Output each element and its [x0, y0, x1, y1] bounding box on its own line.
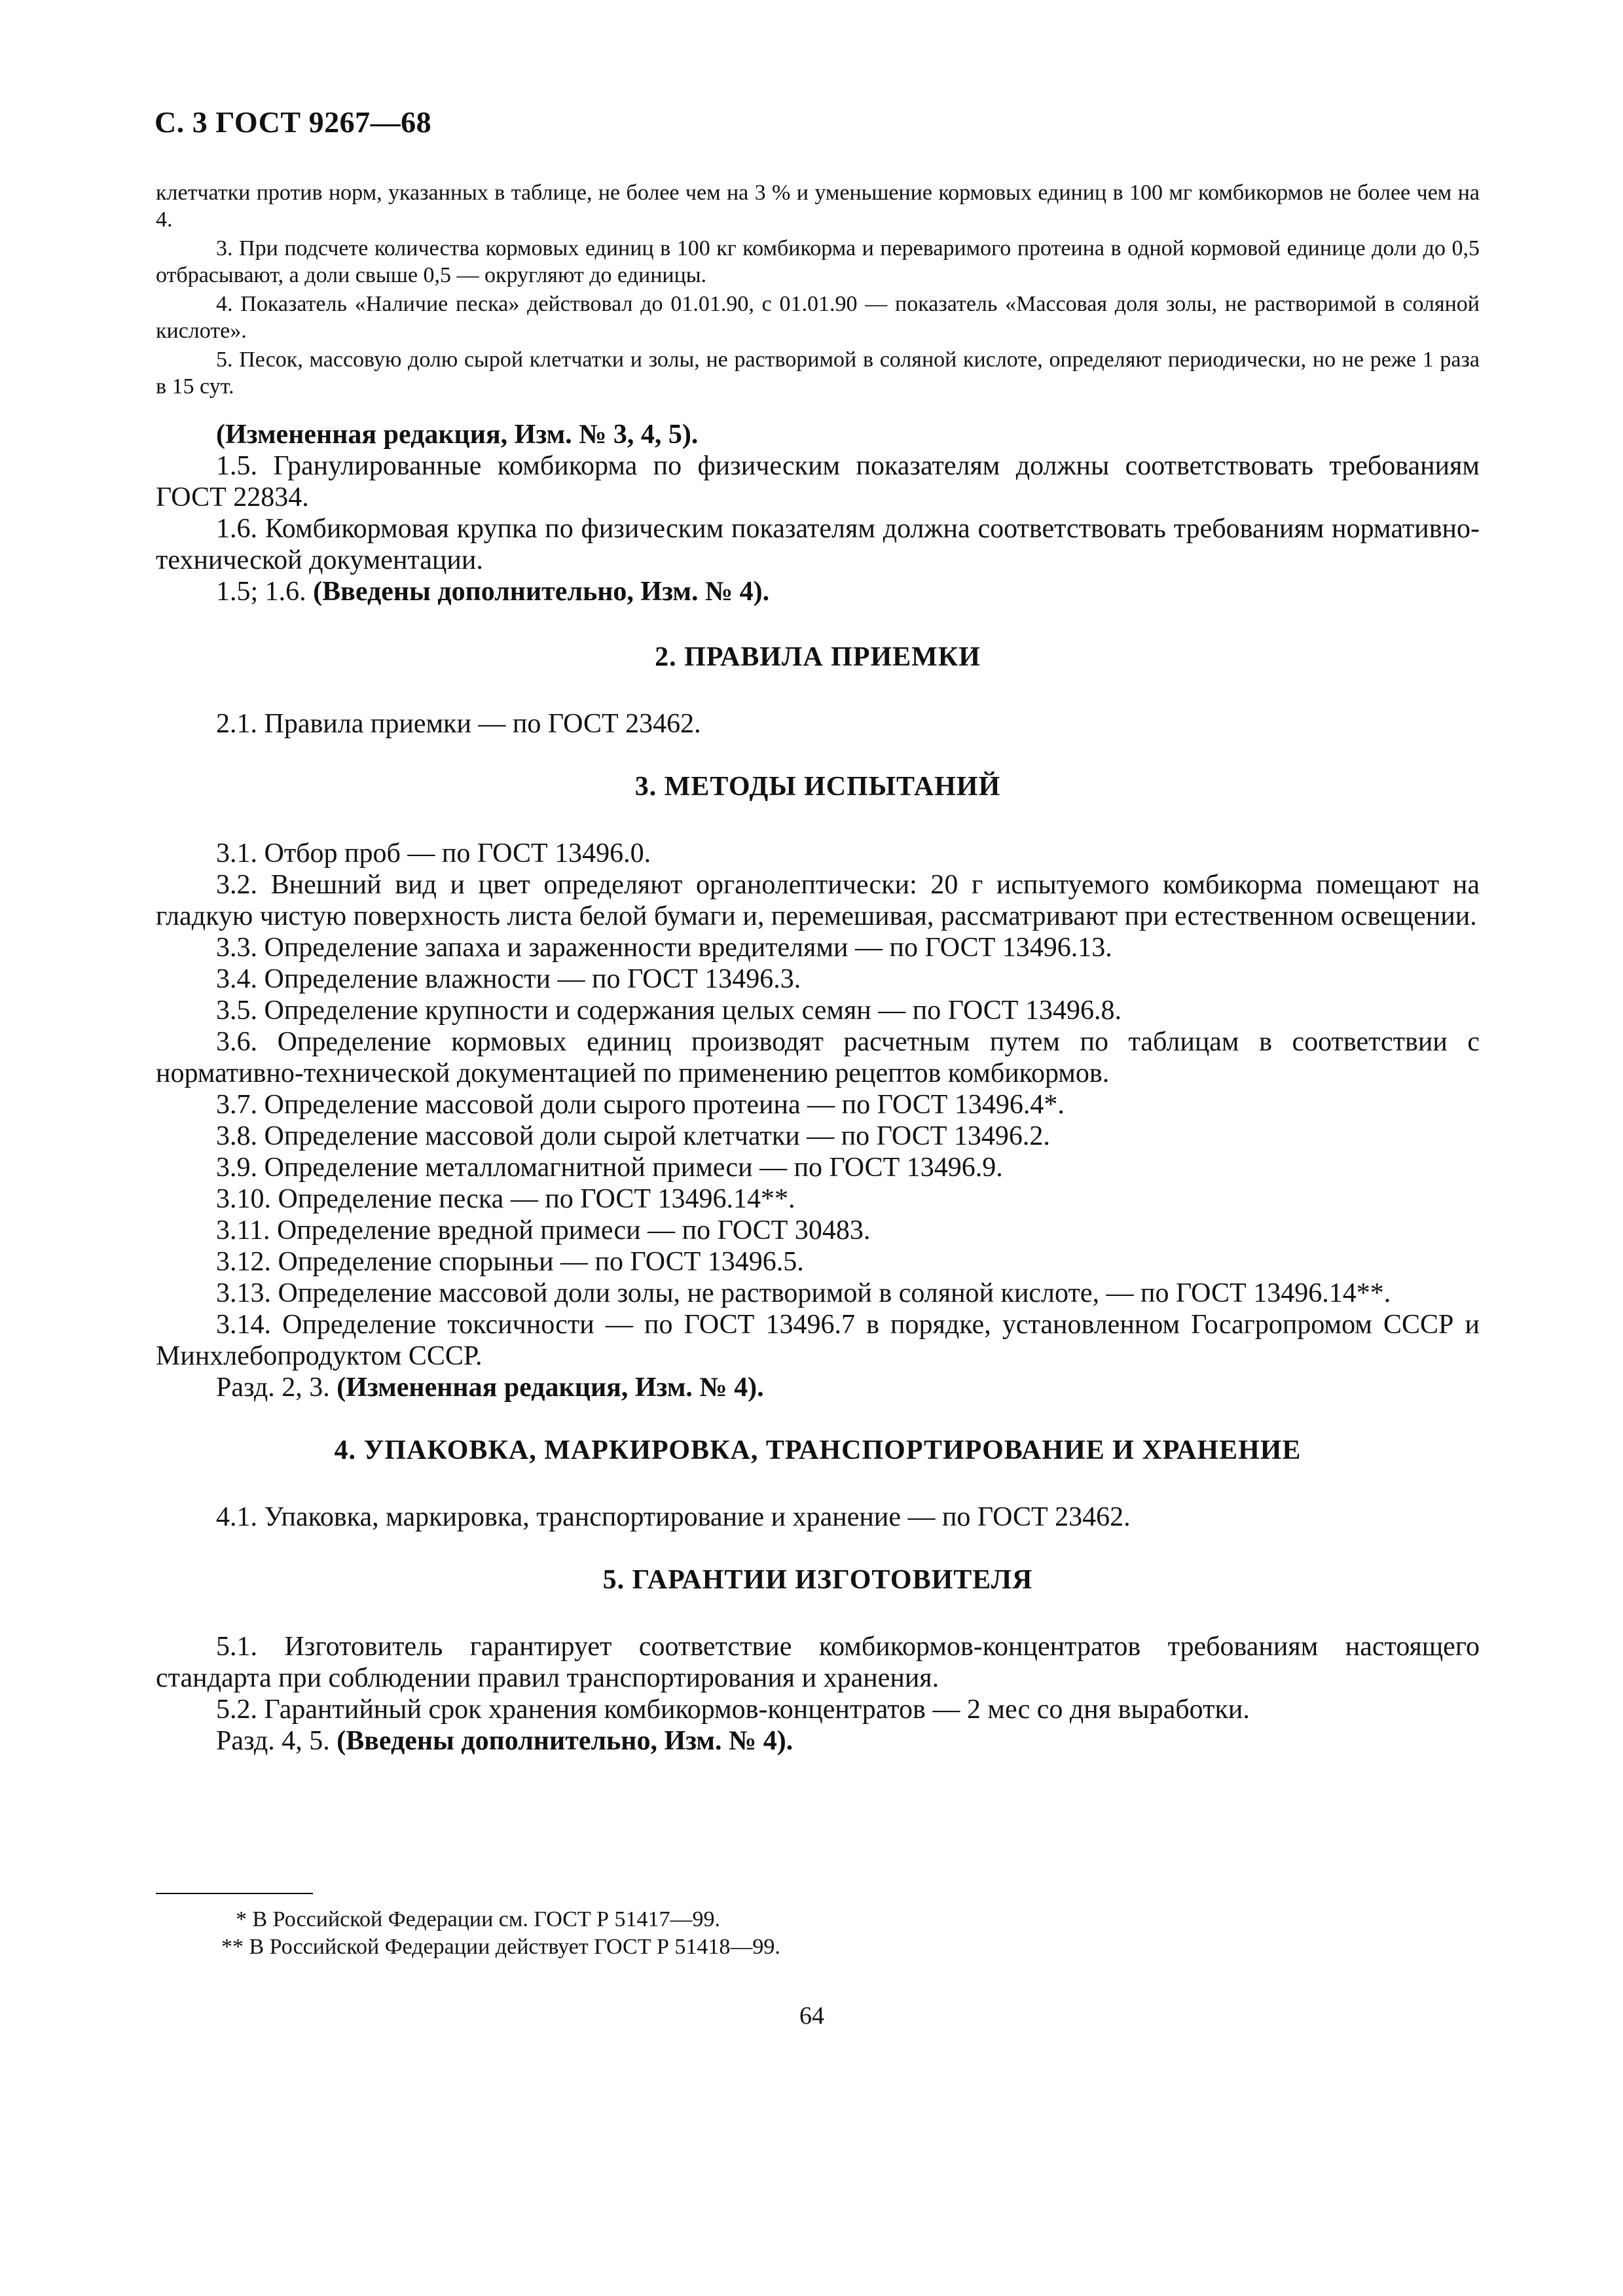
amendment-note-3	[156, 1372, 1480, 1403]
paragraph-1-5: 1.5. Гранулированные комбикорма по физическим показателям должны соответствовать требованиям ГОСТ 22834.	[156, 451, 1480, 512]
paragraph-3-9: 3.9. Определение металломагнитной примеси — по ГОСТ 13496.9.	[216, 1153, 1003, 1183]
paragraph-2-1: 2.1. Правила приемки — по ГОСТ 23462.	[216, 709, 701, 739]
footnote-1: * В Российской Федерации см. ГОСТ Р 51417—99.	[236, 1907, 721, 1931]
note-5: 5. Песок, массовую долю сырой клетчатки и золы, не растворимой в соляной кислоте, определяют периодически, но не реже 1 раза в 15 сут.	[156, 348, 1480, 399]
paragraph-3-13: 3.13. Определение массовой доли золы, не растворимой в соляной кислоте, — по ГОСТ 13496.14**.	[216, 1278, 1391, 1308]
amendment-note-1: (Измененная редакция, Изм. № 3, 4, 5).	[216, 420, 699, 450]
paragraph-3-6: 3.6. Определение кормовых единиц производят расчетным путем по таблицам в соответствии с нормативно-технической документацией по применению рецептов комбикормов.	[156, 1027, 1480, 1088]
main-text	[156, 419, 1480, 1757]
paragraph-3-5: 3.5. Определение крупности и содержания целых семян — по ГОСТ 13496.8.	[216, 996, 1122, 1026]
amendment-prefix: Разд. 4, 5.	[216, 1726, 337, 1756]
paragraph-3-7: 3.7. Определение массовой доли сырого протеина — по ГОСТ 13496.4*.	[216, 1090, 1065, 1120]
paragraph-3-4: 3.4. Определение влажности — по ГОСТ 13496.3.	[216, 964, 801, 994]
paragraph-5-1: 5.1. Изготовитель гарантирует соответствие комбикормов-концентратов требованиям настоящего стандарта при соблюдении правил транспортирования и хранения.	[156, 1632, 1480, 1693]
footnote-divider	[156, 1893, 313, 1894]
page-header: С. 3 ГОСТ 9267—68	[155, 105, 432, 139]
paragraph-5-2: 5.2. Гарантийный срок хранения комбикормов-концентратов — 2 мес со дня выработки.	[216, 1695, 1250, 1725]
paragraph-3-8: 3.8. Определение массовой доли сырой клетчатки — по ГОСТ 13496.2.	[216, 1121, 1050, 1151]
paragraph-1-6: 1.6. Комбикормовая крупка по физическим показателям должна соответствовать требованиям нормативно-технической документации.	[156, 514, 1480, 575]
paragraph-3-10: 3.10. Определение песка — по ГОСТ 13496.14**.	[216, 1184, 795, 1214]
amendment-prefix: Разд. 2, 3.	[216, 1372, 337, 1403]
section-5-title: 5. ГАРАНТИИ ИЗГОТОВИТЕЛЯ	[602, 1565, 1033, 1595]
amendment-text: (Введены дополнительно, Изм. № 4).	[313, 577, 770, 607]
table-notes	[156, 180, 1480, 403]
section-3-title: 3. МЕТОДЫ ИСПЫТАНИЙ	[634, 772, 1001, 802]
paragraph-3-12: 3.12. Определение спорыньи — по ГОСТ 13496.5.	[216, 1247, 804, 1277]
note-continuation: клетчатки против норм, указанных в таблице, не более чем на 3 % и уменьшение кормовых единиц в 100 мг комбикормов не более чем на 4.	[156, 181, 1480, 232]
footnote-2: ** В Российской Федерации действует ГОСТ Р 51418—99.	[221, 1935, 780, 1959]
amendment-text: (Введены дополнительно, Изм. № 4).	[337, 1726, 793, 1756]
amendment-text: (Измененная редакция, Изм. № 4).	[337, 1372, 764, 1403]
section-4-title: 4. УПАКОВКА, МАРКИРОВКА, ТРАНСПОРТИРОВАНИЕ И ХРАНЕНИЕ	[334, 1435, 1302, 1465]
section-2-title: 2. ПРАВИЛА ПРИЕМКИ	[655, 642, 981, 672]
footnotes	[156, 1893, 1480, 1961]
paragraph-4-1: 4.1. Упаковка, маркировка, транспортирование и хранение — по ГОСТ 23462.	[216, 1502, 1131, 1532]
paragraph-3-1: 3.1. Отбор проб — по ГОСТ 13496.0.	[216, 838, 651, 869]
amendment-prefix: 1.5; 1.6.	[216, 577, 314, 607]
note-3: 3. При подсчете количества кормовых единиц в 100 кг комбикорма и переваримого протеина в одной кормовой единице доли до 0,5 отбрасывают, а доли свыше 0,5 — округляют до единицы.	[156, 236, 1480, 287]
paragraph-3-2: 3.2. Внешний вид и цвет определяют органолептически: 20 г испытуемого комбикорма помещают на гладкую чистую поверхность листа белой бумаги и, перемешивая, рассматривают при естественном освещении.	[156, 870, 1480, 931]
paragraph-3-11: 3.11. Определение вредной примеси — по ГОСТ 30483.	[216, 1215, 871, 1246]
amendment-note-4	[156, 1725, 1480, 1757]
paragraph-3-3: 3.3. Определение запаха и зараженности вредителями — по ГОСТ 13496.13.	[216, 933, 1112, 963]
page-number: 64	[799, 2002, 824, 2030]
amendment-note-2	[156, 576, 1480, 607]
paragraph-3-14: 3.14. Определение токсичности — по ГОСТ 13496.7 в порядке, установленном Госагропромом СССР и Минхлебопродуктом СССР.	[156, 1310, 1480, 1371]
note-4: 4. Показатель «Наличие песка» действовал до 01.01.90, с 01.01.90 — показатель «Массовая доля золы, не растворимой в соляной кислоте».	[156, 292, 1480, 343]
